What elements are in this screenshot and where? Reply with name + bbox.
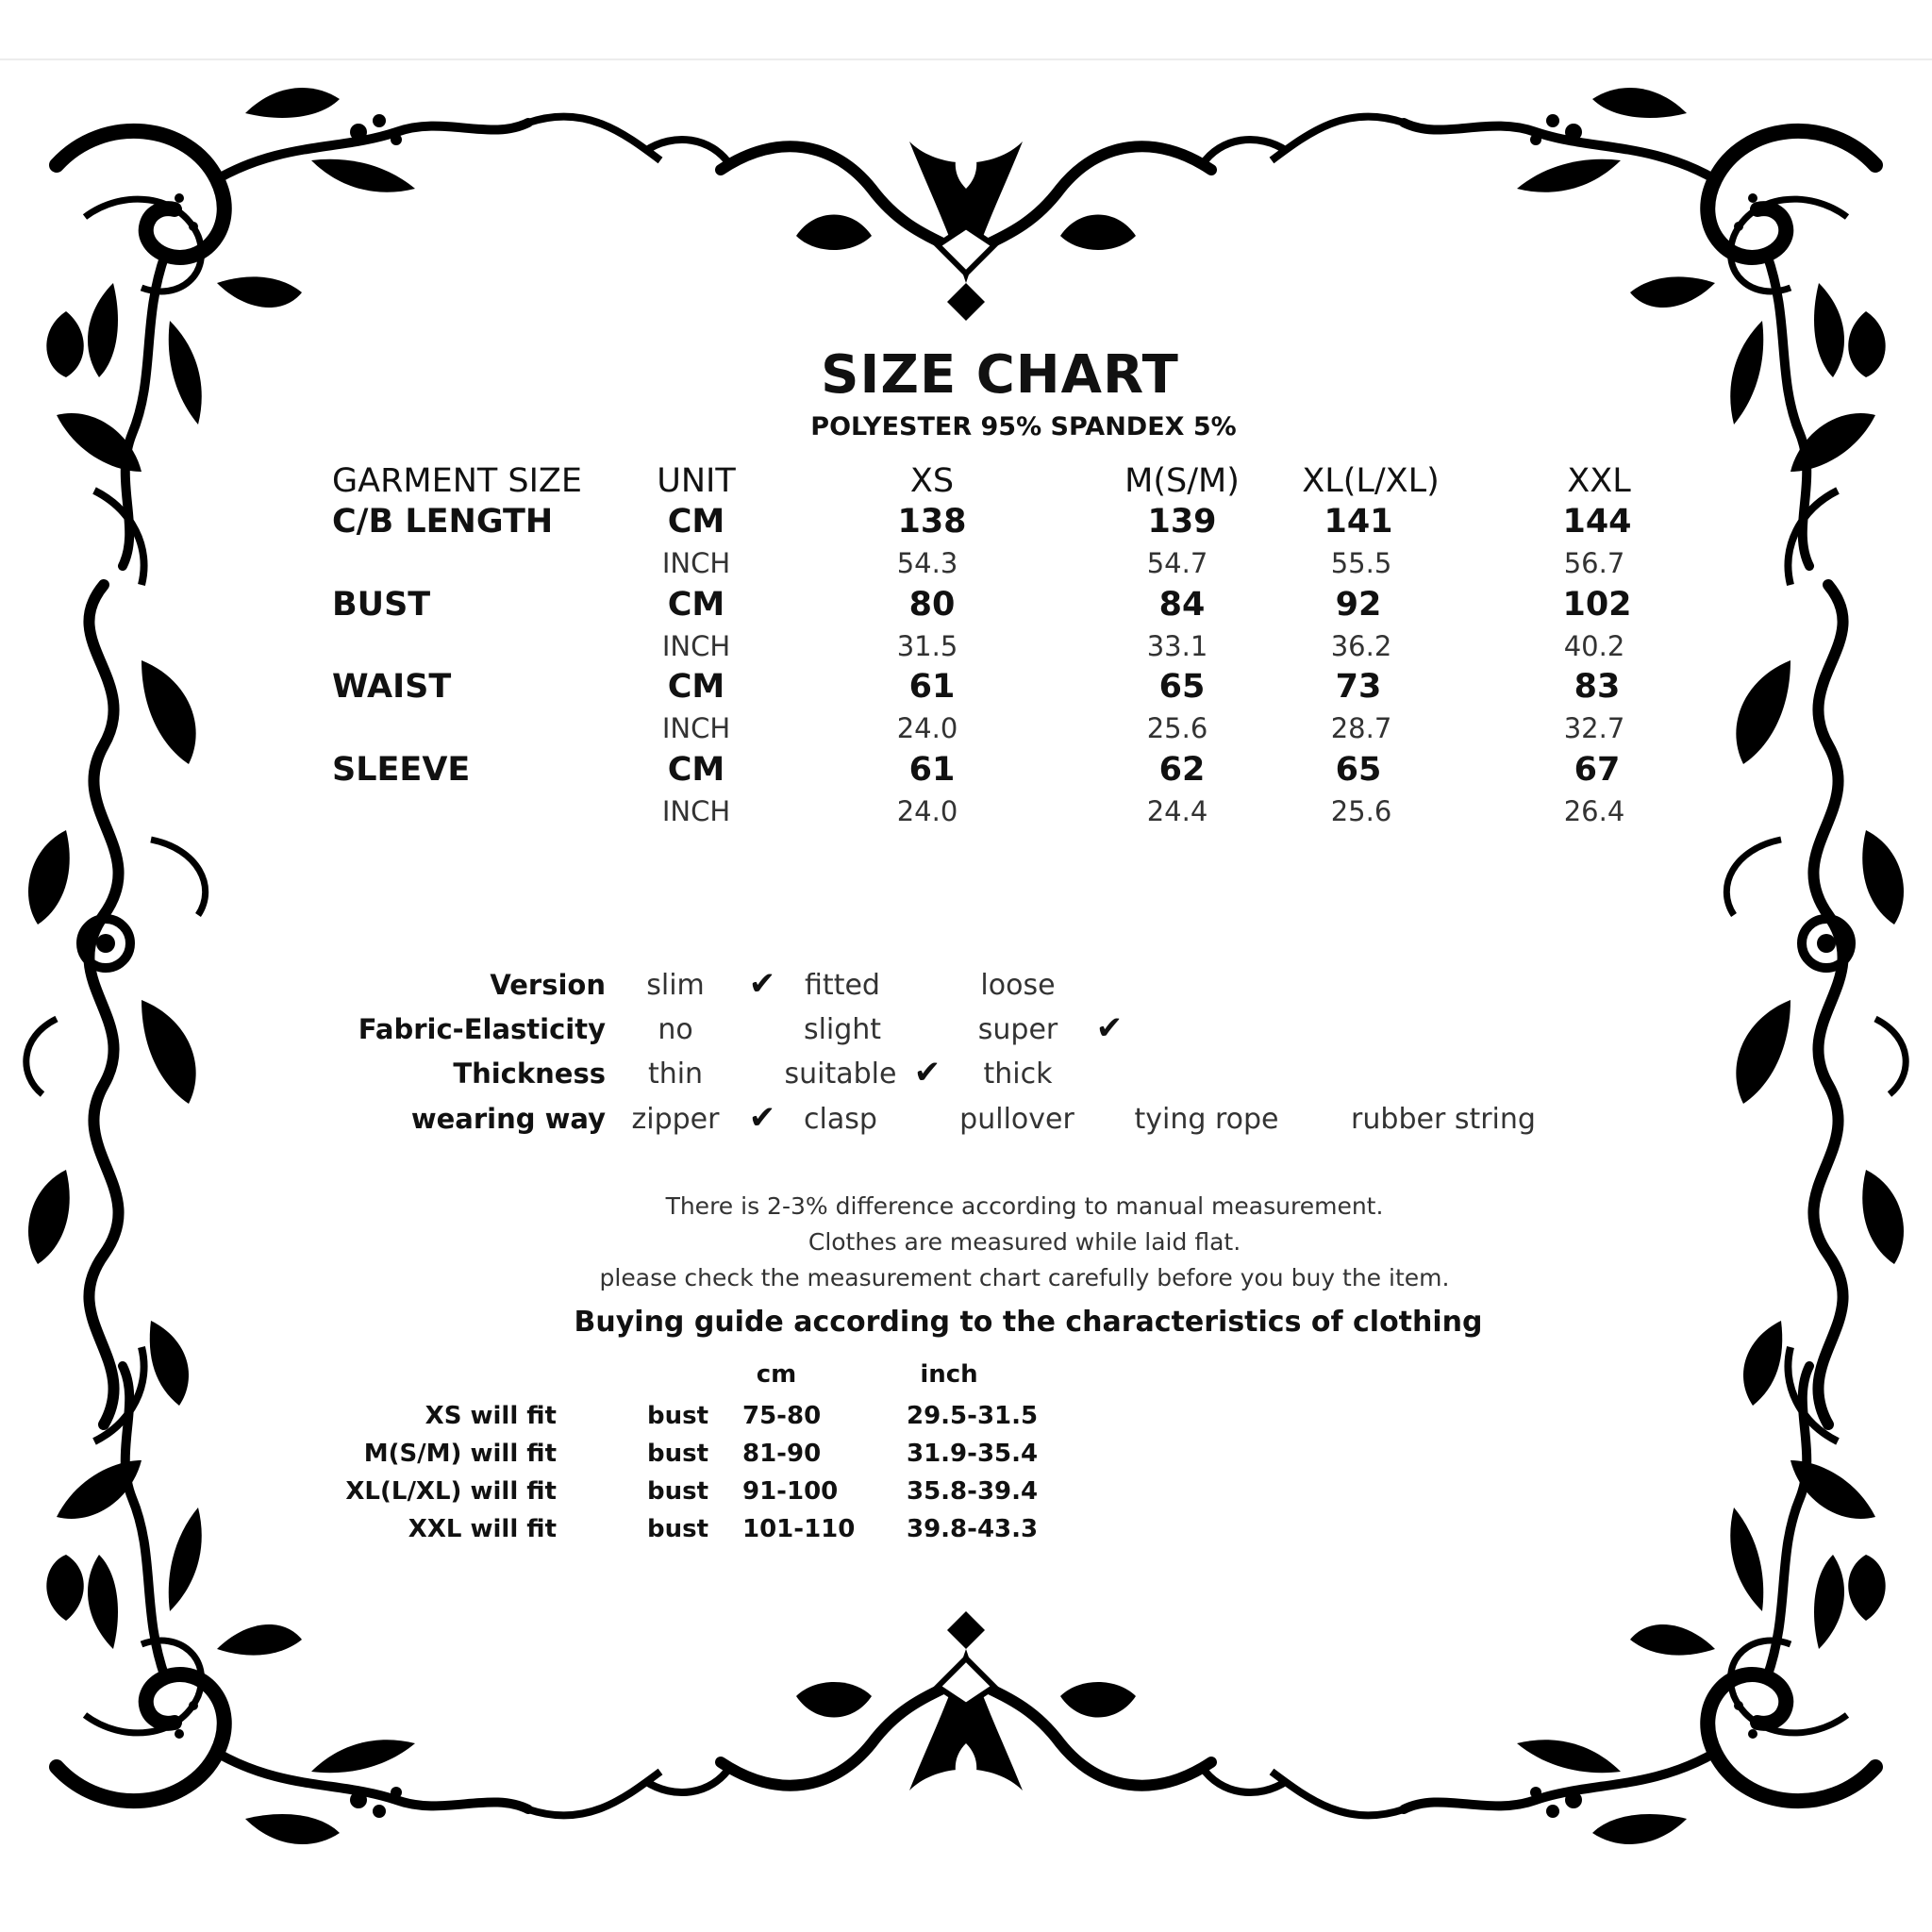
value-cm: 144: [1562, 503, 1632, 541]
header-garment-size: GARMENT SIZE: [332, 462, 583, 500]
unit-inch: INCH: [661, 630, 731, 662]
value-cm: 62: [1158, 751, 1206, 789]
unit-inch: INCH: [661, 712, 731, 744]
guide-row-label: XXL will fit: [408, 1515, 557, 1543]
attr-option: clasp: [804, 1103, 877, 1136]
note-line: There is 2-3% difference according to manual measurement.: [665, 1192, 1384, 1220]
header-unit: UNIT: [657, 462, 736, 500]
attr-option: tying rope: [1134, 1103, 1279, 1136]
guide-row-cm: 81-90: [742, 1440, 822, 1468]
attr-option: slight: [803, 1013, 882, 1046]
attr-option: slim: [646, 969, 705, 1002]
value-inch: 55.5: [1330, 547, 1392, 579]
header-xs: XS: [909, 462, 955, 500]
value-inch: 31.5: [896, 630, 958, 662]
buying-guide-title: Buying guide according to the characteristics of clothing: [574, 1306, 1483, 1339]
value-cm: 102: [1562, 586, 1632, 624]
row-label-sleeve: SLEEVE: [332, 751, 471, 789]
value-cm: 83: [1574, 668, 1621, 706]
attr-option: pullover: [959, 1103, 1074, 1136]
value-inch: 25.6: [1146, 712, 1208, 744]
value-inch: 56.7: [1563, 547, 1625, 579]
value-cm: 141: [1324, 503, 1393, 541]
guide-row-cm: 75-80: [742, 1402, 822, 1430]
attr-label-wearing-way: wearing way: [410, 1103, 606, 1135]
value-inch: 25.6: [1330, 795, 1392, 827]
header-xxl: XXL: [1567, 462, 1631, 500]
value-cm: 61: [908, 751, 956, 789]
row-label-bust: BUST: [332, 586, 431, 624]
row-label-waist: WAIST: [332, 668, 452, 706]
guide-row-inch: 29.5-31.5: [907, 1402, 1039, 1430]
guide-row-inch: 39.8-43.3: [907, 1515, 1039, 1543]
attr-option: thin: [647, 1058, 704, 1091]
check-icon: ✔: [1095, 1009, 1124, 1047]
unit-cm: CM: [667, 668, 725, 706]
unit-inch: INCH: [661, 795, 731, 827]
value-cm: 67: [1574, 751, 1621, 789]
value-inch: 24.0: [896, 712, 958, 744]
check-icon: ✔: [913, 1054, 941, 1091]
guide-row-part: bust: [647, 1515, 709, 1543]
attr-label-version: Version: [490, 969, 606, 1001]
note-line: Clothes are measured while laid flat.: [808, 1228, 1241, 1256]
value-cm: 139: [1147, 503, 1217, 541]
value-cm: 92: [1335, 586, 1382, 624]
value-cm: 65: [1335, 751, 1382, 789]
value-inch: 36.2: [1330, 630, 1392, 662]
note-line: please check the measurement chart carefully before you buy the item.: [599, 1264, 1450, 1291]
attr-option: rubber string: [1351, 1103, 1536, 1136]
guide-row-label: XS will fit: [425, 1402, 557, 1430]
header-msm: M(S/M): [1124, 462, 1240, 500]
guide-row-label: XL(L/XL) will fit: [345, 1477, 557, 1506]
guide-row-part: bust: [647, 1440, 709, 1468]
value-inch: 32.7: [1563, 712, 1625, 744]
value-cm: 65: [1158, 668, 1206, 706]
unit-cm: CM: [667, 586, 725, 624]
value-cm: 138: [897, 503, 967, 541]
attr-option: suitable: [784, 1058, 897, 1091]
page-title: SIZE CHART: [821, 344, 1179, 406]
guide-header-cm: cm: [756, 1360, 797, 1389]
value-cm: 84: [1158, 586, 1206, 624]
value-inch: 40.2: [1563, 630, 1625, 662]
unit-cm: CM: [667, 503, 725, 541]
attr-option: zipper: [631, 1103, 720, 1136]
guide-header-inch: inch: [920, 1360, 978, 1389]
page-subtitle: POLYESTER 95% SPANDEX 5%: [810, 412, 1237, 441]
attr-option: super: [977, 1013, 1058, 1046]
attr-label-fabric-elasticity: Fabric-Elasticity: [358, 1013, 606, 1045]
guide-row-inch: 35.8-39.4: [907, 1477, 1039, 1506]
attr-option: no: [658, 1013, 693, 1046]
guide-row-part: bust: [647, 1477, 709, 1506]
value-inch: 54.7: [1146, 547, 1208, 579]
attr-option: thick: [983, 1058, 1053, 1091]
value-inch: 24.4: [1146, 795, 1208, 827]
guide-row-cm: 91-100: [742, 1477, 839, 1506]
check-icon: ✔: [748, 1099, 776, 1137]
value-inch: 54.3: [896, 547, 958, 579]
row-label-cb-length: C/B LENGTH: [332, 503, 554, 541]
guide-row-inch: 31.9-35.4: [907, 1440, 1039, 1468]
guide-row-label: M(S/M) will fit: [363, 1440, 557, 1468]
value-cm: 73: [1335, 668, 1382, 706]
attr-label-thickness: Thickness: [453, 1058, 606, 1090]
value-cm: 80: [908, 586, 956, 624]
header-xllxl: XL(L/XL): [1302, 462, 1440, 500]
guide-row-cm: 101-110: [742, 1515, 856, 1543]
value-inch: 26.4: [1563, 795, 1625, 827]
value-inch: 28.7: [1330, 712, 1392, 744]
value-cm: 61: [908, 668, 956, 706]
guide-row-part: bust: [647, 1402, 709, 1430]
check-icon: ✔: [748, 965, 776, 1003]
value-inch: 24.0: [896, 795, 958, 827]
attr-option: fitted: [805, 969, 880, 1002]
unit-cm: CM: [667, 751, 725, 789]
value-inch: 33.1: [1146, 630, 1208, 662]
unit-inch: INCH: [661, 547, 731, 579]
attr-option: loose: [980, 969, 1056, 1002]
